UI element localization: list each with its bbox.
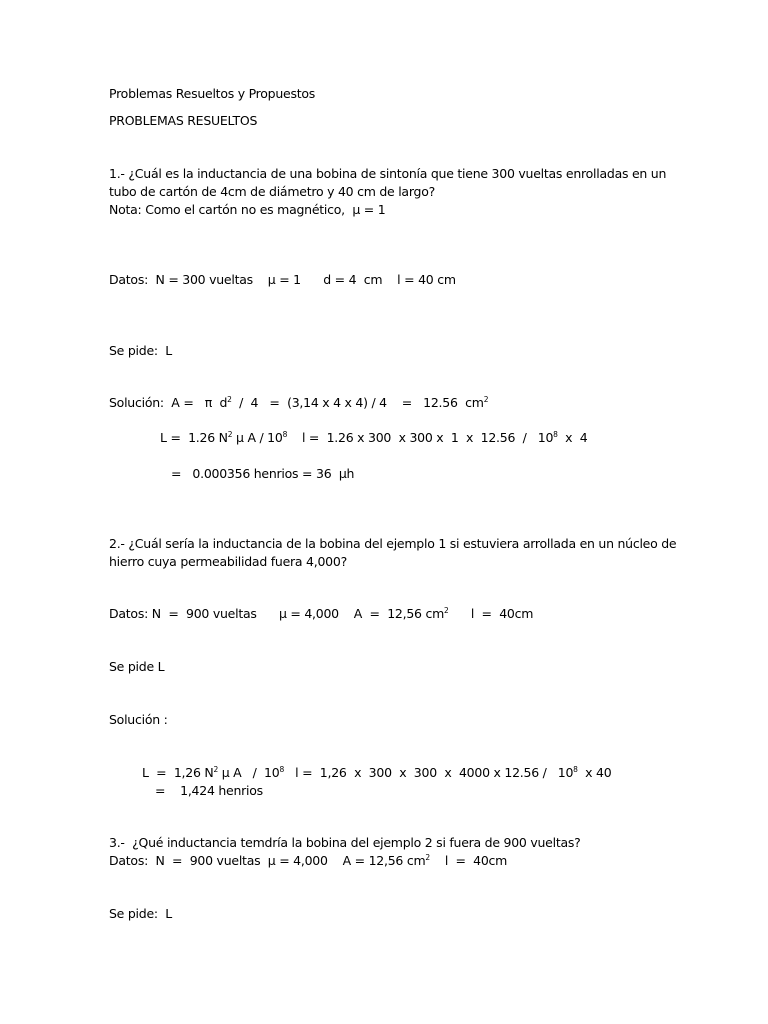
problem-1-datos: Datos: N = 300 vueltas μ = 1 d = 4 cm l = 40 cm xyxy=(109,272,456,287)
problem-1-question-line-2: tubo de cartón de 4cm de diámetro y 40 cm de largo? xyxy=(109,184,435,199)
document-title: Problemas Resueltos y Propuestos xyxy=(109,86,316,101)
problem-2-solution-label: Solución : xyxy=(109,712,168,727)
problem-2-inductance-formula: L = 1,26 $N^2$ μ A / $10^8$ l = 1,26 x 300 x 300 x 4000 x $12.56 / 10^8$ x 40 xyxy=(142,765,612,780)
problem-1-question-line-1: 1.- ¿Cuál es la inductancia de una bobina de sintonía que tiene 300 vueltas enrolladas en un xyxy=(109,166,667,181)
problem-3-question: 3.- ¿Qué inductancia temdría la bobina del ejemplo 2 si fuera de 900 vueltas? xyxy=(109,835,581,850)
problem-3-datos: Datos: N = 900 vueltas μ = 4,000 A = 12,56 $cm^2$ l = 40cm xyxy=(109,853,508,868)
problem-1-se-pide: Se pide: L xyxy=(109,343,173,358)
problem-2-question-line-1: 2.- ¿Cuál sería la inductancia de la bobina del ejemplo 1 si estuviera arrollada en un núcleo de xyxy=(109,536,677,551)
problem-1-note: Nota: Como el cartón no es magnético, μ = 1 xyxy=(109,202,386,217)
problem-1-inductance-formula: L = 1.26 $N^2$ μ A / $10^8$ l = 1.26 x 300 x 300 x 1 x $12.56 / 10^8$ x 4 xyxy=(160,430,588,445)
problem-2-se-pide: Se pide L xyxy=(109,659,165,674)
problem-2-result: = 1,424 henrios xyxy=(155,783,263,798)
problem-3-se-pide: Se pide: L xyxy=(109,906,173,921)
problem-1-result: = 0.000356 henrios = 36 μh xyxy=(171,466,355,481)
problem-1-solution-area: Solución: A = π $d^2 / 4 = (3,14$ x 4 x 4) / 4 = 12.56 $cm^2$ xyxy=(109,395,489,410)
problem-2-question-line-2: hierro cuya permeabilidad fuera 4,000? xyxy=(109,554,347,569)
problem-2-datos: Datos: N = 900 vueltas μ = 4,000 A = 12,56 $cm^2$ l = 40cm xyxy=(109,606,534,621)
section-heading: PROBLEMAS RESUELTOS xyxy=(109,113,258,128)
